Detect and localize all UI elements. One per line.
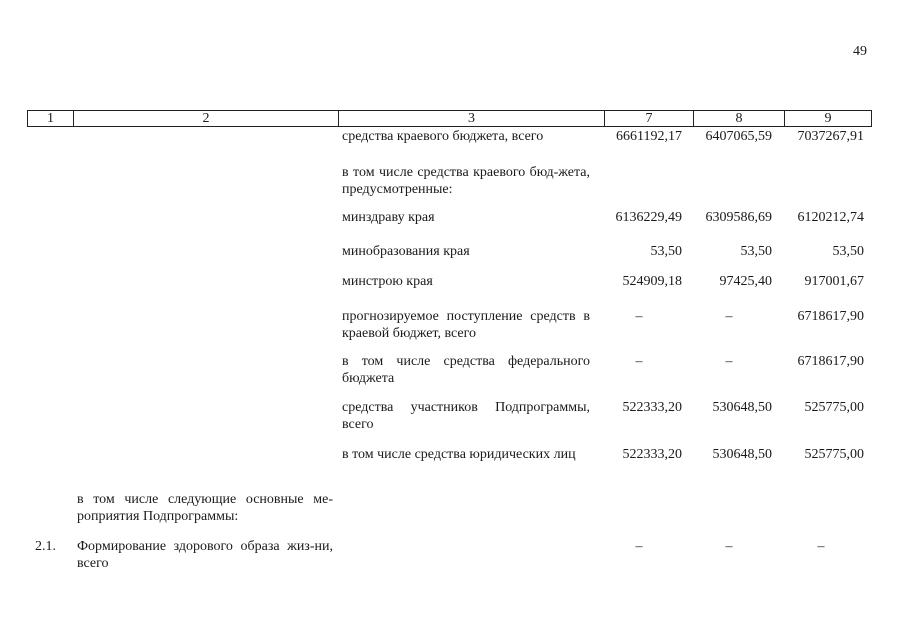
header-col-9: 9 — [785, 111, 872, 127]
item-value-7: – — [635, 539, 643, 554]
row-value-7: 522333,20 — [622, 447, 682, 462]
row-value-8: 530648,50 — [712, 447, 772, 462]
table-header — [27, 110, 872, 127]
row-text: в том числе средства краевого бюд-жета, предусмотренные: — [342, 165, 590, 197]
row-value-7: 6661192,17 — [616, 129, 682, 144]
row-value-8: 97425,40 — [719, 274, 772, 289]
row-value-8: 53,50 — [740, 244, 772, 259]
header-col-3: 3 — [339, 111, 605, 127]
row-text: средства участников Подпрограммы, всего — [342, 400, 590, 432]
row-text: средства краевого бюджета, всего — [342, 129, 544, 144]
header-col-1: 1 — [28, 111, 74, 127]
header-col-8: 8 — [694, 111, 785, 127]
row-value-8: 6309586,69 — [705, 210, 772, 225]
header-col-2: 2 — [74, 111, 339, 127]
main-events-intro: в том числе следующие основные ме-роприятия Подпрограммы: — [77, 492, 333, 524]
page-number: 49 — [853, 44, 867, 59]
row-value-7: 524909,18 — [622, 274, 682, 289]
row-value-9: 7037267,91 — [797, 129, 864, 144]
row-value-9: 6120212,74 — [797, 210, 864, 225]
row-value-7: 53,50 — [650, 244, 682, 259]
row-value-9: 53,50 — [832, 244, 864, 259]
row-value-7: – — [635, 309, 643, 324]
item-value-9: – — [817, 539, 825, 554]
row-text: минздраву края — [342, 210, 435, 225]
row-value-9: 525775,00 — [804, 400, 864, 415]
item-value-8: – — [725, 539, 733, 554]
row-value-8: 530648,50 — [712, 400, 772, 415]
row-value-9: 917001,67 — [804, 274, 864, 289]
item-number: 2.1. — [35, 539, 56, 554]
row-value-7: 522333,20 — [622, 400, 682, 415]
row-value-9: 525775,00 — [804, 447, 864, 462]
row-text: минстрою края — [342, 274, 433, 289]
row-text: прогнозируемое поступление средств в краевой бюджет, всего — [342, 309, 590, 341]
row-value-9: 6718617,90 — [797, 309, 864, 324]
row-value-7: 6136229,49 — [615, 210, 682, 225]
row-value-8: – — [725, 309, 733, 324]
row-value-7: – — [635, 354, 643, 369]
item-text: Формирование здорового образа жиз-ни, всего — [77, 539, 333, 571]
row-text: минобразования края — [342, 244, 470, 259]
header-col-7: 7 — [605, 111, 694, 127]
row-text: в том числе средства федерального бюджета — [342, 354, 590, 386]
row-value-9: 6718617,90 — [797, 354, 864, 369]
row-value-8: 6407065,59 — [705, 129, 772, 144]
row-text: в том числе средства юридических лиц — [342, 447, 576, 462]
row-value-8: – — [725, 354, 733, 369]
